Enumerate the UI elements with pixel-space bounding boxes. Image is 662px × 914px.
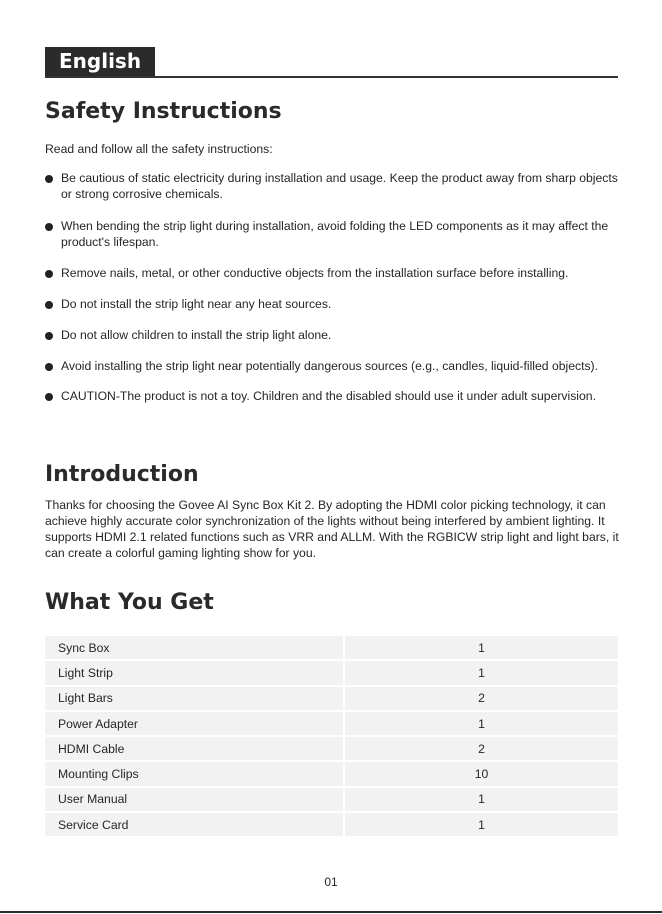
safety-item-text: Avoid installing the strip light near potentially dangerous sources (e.g., candles, liquid-filled objects). <box>61 359 598 373</box>
safety-item <box>45 265 620 281</box>
bullet-icon <box>45 332 53 340</box>
safety-item-text: Remove nails, metal, or other conductive objects from the installation surface before installing. <box>61 266 569 280</box>
item-name: HDMI Cable <box>45 737 345 760</box>
item-quantity: 2 <box>345 737 618 760</box>
item-name: Mounting Clips <box>45 762 345 785</box>
table-row <box>45 687 618 710</box>
safety-item-text: CAUTION-The product is not a toy. Children and the disabled should use it under adult supervision. <box>61 389 596 403</box>
safety-item <box>45 327 620 343</box>
item-name: Power Adapter <box>45 712 345 735</box>
page-number: 01 <box>324 875 338 889</box>
table-row <box>45 788 618 811</box>
safety-item <box>45 358 620 374</box>
safety-item <box>45 388 620 404</box>
language-tab: English <box>45 47 155 76</box>
item-name: Sync Box <box>45 636 345 659</box>
bullet-icon <box>45 301 53 309</box>
safety-item <box>45 296 620 312</box>
safety-item <box>45 218 620 250</box>
what-you-get-title: What You Get <box>45 590 214 615</box>
bullet-icon <box>45 270 53 278</box>
introduction-title: Introduction <box>45 462 199 487</box>
item-name: User Manual <box>45 788 345 811</box>
safety-item-text: Do not install the strip light near any heat sources. <box>61 297 332 311</box>
bullet-icon <box>45 363 53 371</box>
safety-title: Safety Instructions <box>45 99 282 124</box>
item-name: Light Bars <box>45 687 345 710</box>
bullet-icon <box>45 393 53 401</box>
item-quantity: 10 <box>345 762 618 785</box>
safety-intro: Read and follow all the safety instructions: <box>45 142 273 156</box>
item-quantity: 1 <box>345 661 618 684</box>
table-row <box>45 712 618 735</box>
bottom-divider <box>0 911 662 913</box>
bullet-icon <box>45 175 53 183</box>
item-quantity: 1 <box>345 636 618 659</box>
table-row <box>45 813 618 836</box>
safety-item-text: Be cautious of static electricity during installation and usage. Keep the product away from sharp objects or strong corrosive chemicals. <box>61 171 618 201</box>
contents-table <box>45 634 618 838</box>
item-quantity: 1 <box>345 813 618 836</box>
introduction-body: Thanks for choosing the Govee AI Sync Box Kit 2. By adopting the HDMI color picking technology, it can achieve highly accurate color synchronization of the lights without being interfered by ambient lighting. It supports HDMI 2.1 related functions such as VRR and ALLM. With the RGBICW strip light and light bars, it can create a colorful gaming lighting show for you. <box>45 498 619 560</box>
item-quantity: 1 <box>345 712 618 735</box>
item-name: Service Card <box>45 813 345 836</box>
safety-list <box>45 170 620 404</box>
table-row <box>45 636 618 659</box>
table-row <box>45 762 618 785</box>
item-quantity: 2 <box>345 687 618 710</box>
safety-item-text: Do not allow children to install the strip light alone. <box>61 328 332 342</box>
item-name: Light Strip <box>45 661 345 684</box>
item-quantity: 1 <box>345 788 618 811</box>
language-header <box>45 47 618 78</box>
safety-item <box>45 170 620 202</box>
table-row <box>45 661 618 684</box>
safety-item-text: When bending the strip light during installation, avoid folding the LED components as it may affect the product's lifespan. <box>61 219 609 249</box>
bullet-icon <box>45 223 53 231</box>
table-row <box>45 737 618 760</box>
